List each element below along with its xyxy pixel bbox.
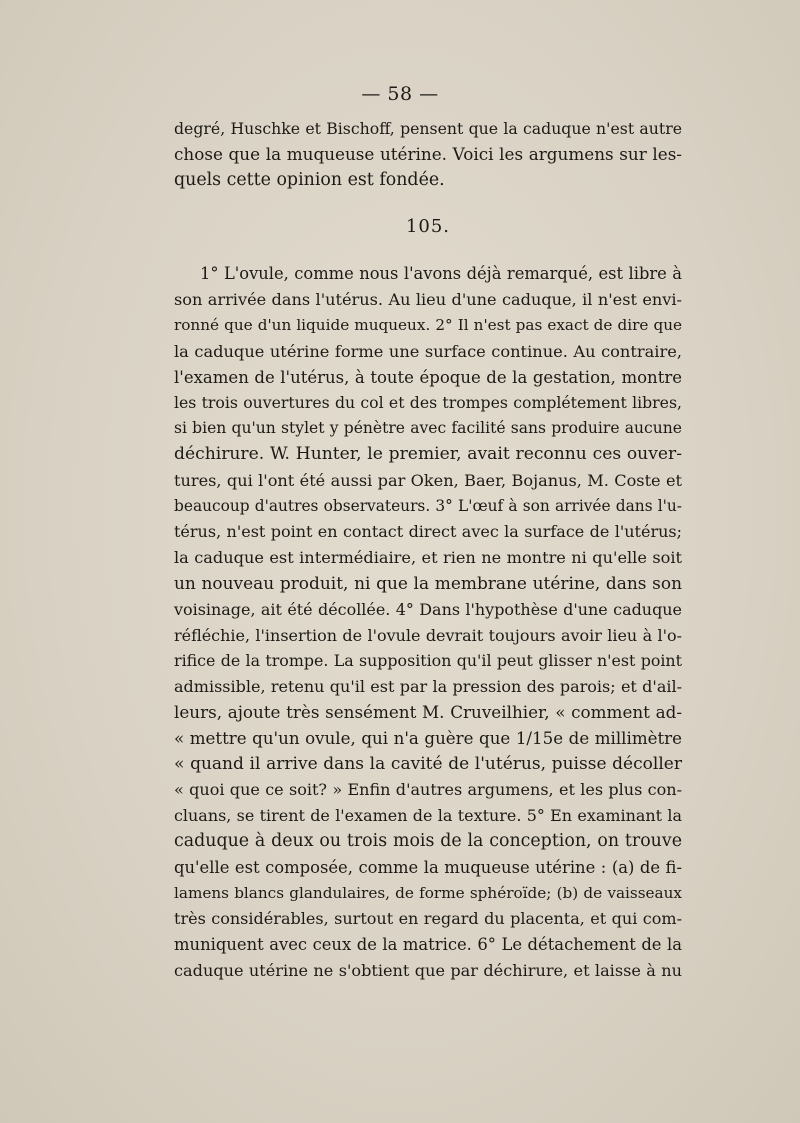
text-line: ronné que d'un liquide muqueux. 2° Il n'est pas exact de dire que xyxy=(174,315,682,334)
text-line: degré, Huschke et Bischoff, pensent que la caduque n'est autre xyxy=(174,119,682,138)
text-line: si bien qu'un stylet y pénètre avec facilité sans produire aucune xyxy=(174,419,682,438)
text-line: « mettre qu'un ovule, qui n'a guère que 1/15e de millimètre xyxy=(174,728,682,748)
text-line: déchirure. W. Hunter, le premier, avait reconnu ces ouver- xyxy=(174,443,682,464)
text-line: un nouveau produit, ni que la membrane utérine, dans son xyxy=(174,572,682,593)
text-line: tures, qui l'ont été aussi par Oken, Baer, Bojanus, M. Coste et xyxy=(174,470,682,490)
text-line: l'examen de l'utérus, à toute époque de la gestation, montre xyxy=(174,367,682,387)
text-line: muniquent avec ceux de la matrice. 6° Le détachement de la xyxy=(174,935,682,955)
text-line: beaucoup d'autres observateurs. 3° L'œuf à son arrivée dans l'u- xyxy=(174,496,682,515)
text-line: leurs, ajoute très sensément M. Cruveilhier, « comment ad- xyxy=(174,701,682,722)
text-line: réfléchie, l'insertion de l'ovule devrait toujours avoir lieu à l'o- xyxy=(174,625,682,645)
text-line: voisinage, ait été décollée. 4° Dans l'hypothèse d'une caduque xyxy=(174,599,682,619)
text-line: « quand il arrive dans la cavité de l'utérus, puisse décoller xyxy=(174,753,682,774)
paragraph-continuation xyxy=(174,116,682,193)
text-line: « quoi que ce soit? » Enfin d'autres argumens, et les plus con- xyxy=(174,780,682,800)
text-line: caduque à deux ou trois mois de la conception, on trouve xyxy=(174,830,682,851)
text-line: très considérables, surtout en regard du placenta, et qui com- xyxy=(174,909,682,929)
text-line: térus, n'est point en contact direct avec la surface de l'utérus; xyxy=(174,522,682,542)
text-line: lamens blancs glandulaires, de forme sphéroïde; (b) de vaisseaux xyxy=(174,883,682,902)
text-line: admissible, retenu qu'il est par la pression des parois; et d'ail- xyxy=(174,677,682,697)
text-line: qu'elle est composée, comme la muqueuse utérine : (a) de fi- xyxy=(174,857,682,877)
text-line: rifice de la trompe. La supposition qu'il peut glisser n'est point xyxy=(174,651,682,671)
page-number: — 58 — xyxy=(361,83,439,105)
text-line: cluans, se tirent de l'examen de la texture. 5° En examinant la xyxy=(174,806,682,826)
text-line: son arrivée dans l'utérus. Au lieu d'une caduque, il n'est envi- xyxy=(174,290,682,310)
paragraph-arguments xyxy=(174,261,682,983)
text-line: la caduque utérine forme une surface continue. Au contraire, xyxy=(174,341,682,361)
text-line: 1° L'ovule, comme nous l'avons déjà remarqué, est libre à xyxy=(200,264,682,284)
text-line: quels cette opinion est fondée. xyxy=(174,169,445,190)
section-number: 105. xyxy=(405,216,451,238)
body-text xyxy=(174,116,682,984)
text-line: les trois ouvertures du col et des trompes complétement libres, xyxy=(174,393,682,413)
text-line: la caduque est intermédiaire, et rien ne montre ni qu'elle soit xyxy=(174,548,682,568)
text-line: caduque utérine ne s'obtient que par déchirure, et laisse à nu xyxy=(174,960,682,980)
text-line: chose que la muqueuse utérine. Voici les argumens sur les- xyxy=(174,143,682,164)
